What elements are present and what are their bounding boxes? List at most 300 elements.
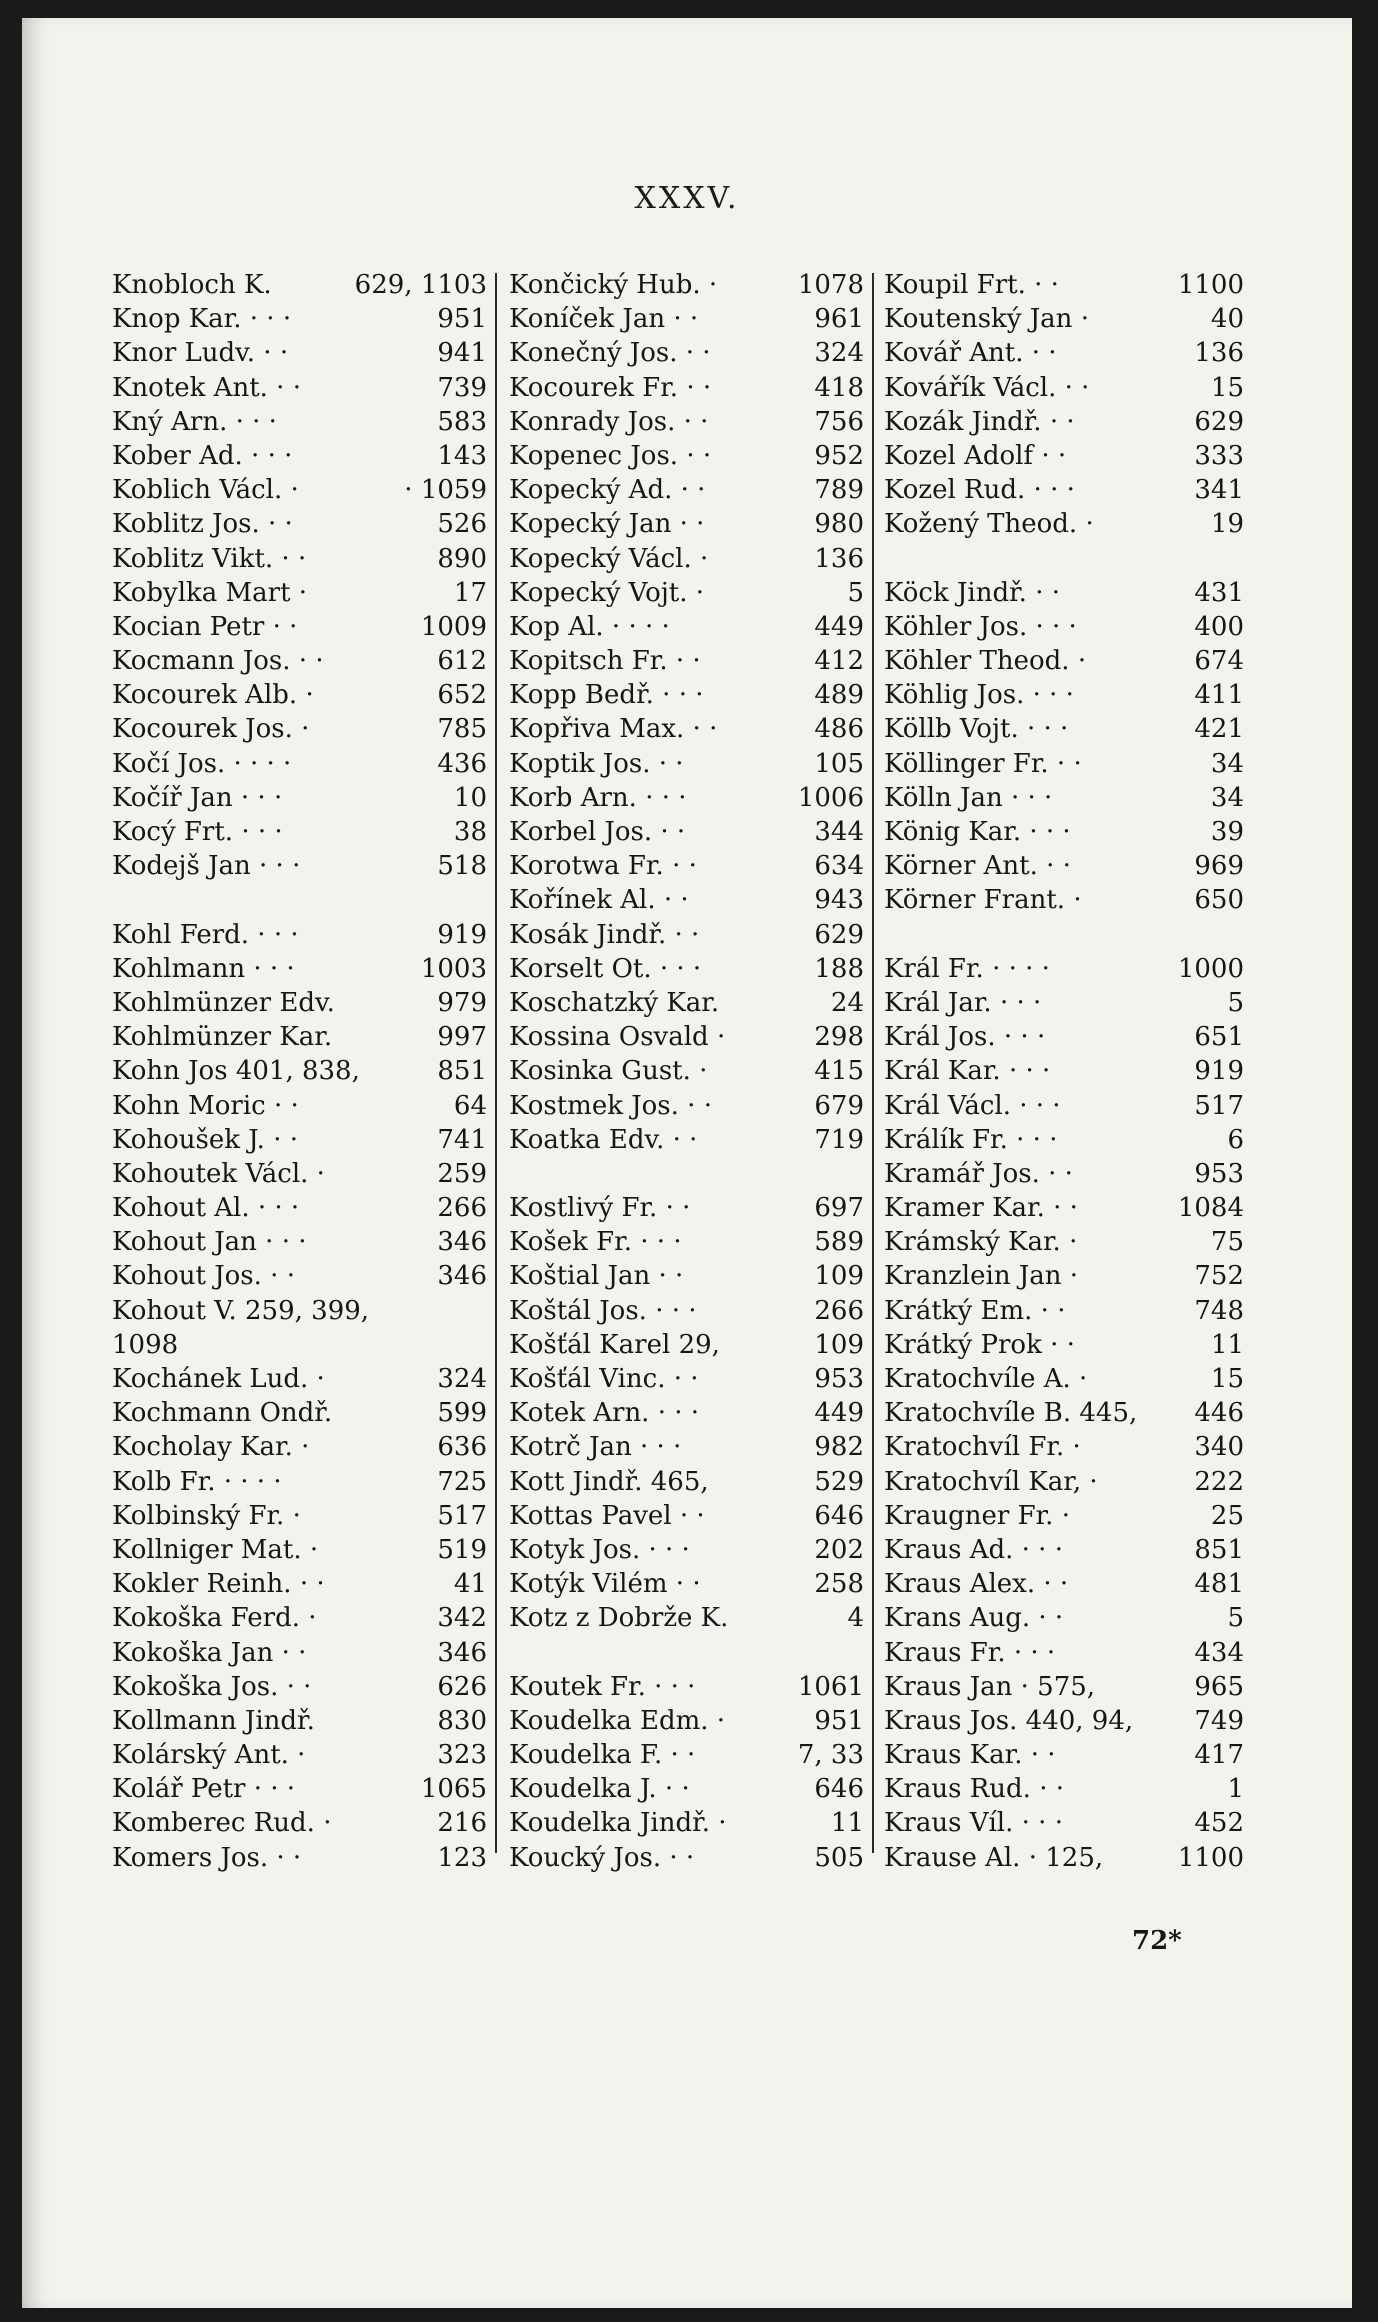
entry-name: Kop Al. · · · ·: [509, 611, 670, 642]
entry-name: Kraus Víl. · · ·: [884, 1808, 1063, 1839]
entry-name: Kraugner Fr. ·: [884, 1500, 1070, 1531]
entry-page: 1: [1227, 1774, 1244, 1805]
index-entry: [884, 849, 1244, 883]
entry-page: 919: [437, 919, 487, 950]
entry-page: 39: [1210, 817, 1244, 847]
index-entry: [884, 1738, 1244, 1772]
index-entry: [509, 336, 864, 370]
entry-name: Kopecký Jan · ·: [509, 509, 705, 540]
index-entry: [509, 473, 864, 507]
entry-name: Kopecký Václ. ·: [509, 543, 709, 574]
entry-name: Korb Arn. · · ·: [509, 782, 687, 813]
entry-name: Koutek Fr. · · ·: [509, 1671, 696, 1702]
entry-page: 599: [437, 1398, 487, 1429]
entry-name: Kný Arn. · · ·: [112, 406, 277, 437]
entry-page: 651: [1194, 1022, 1244, 1053]
index-entry: [884, 473, 1244, 507]
index-entry: [509, 610, 864, 644]
index-entry: [884, 781, 1244, 815]
index-entry: [112, 1772, 487, 1806]
entry-name: Kocholay Kar. ·: [112, 1432, 310, 1463]
entry-page: 629, 1103: [354, 270, 487, 300]
entry-name: Kochmann Ondř.: [112, 1398, 333, 1429]
entry-name: Kokoška Jos. · ·: [112, 1671, 312, 1702]
entry-name: Koupil Frt. · ·: [884, 270, 1059, 300]
signature-mark: 72*: [1132, 1926, 1182, 1956]
entry-name: Kodejš Jan · · ·: [112, 851, 301, 882]
index-column-2: [509, 268, 864, 1875]
index-entry: [509, 1123, 864, 1157]
index-entry: [112, 1328, 487, 1362]
entry-name: Kochánek Lud. ·: [112, 1364, 325, 1394]
entry-page: 589: [814, 1227, 864, 1258]
index-entry: [884, 1806, 1244, 1840]
entry-name: Kohn Jos 401, 838,: [112, 1056, 360, 1087]
index-entry: [884, 712, 1244, 746]
entry-name: Koschatzký Kar.: [509, 987, 720, 1018]
entry-page: 431: [1194, 577, 1244, 608]
index-entry: [509, 1054, 864, 1088]
index-entry: [884, 1670, 1244, 1704]
entry-page: 446: [1194, 1398, 1244, 1429]
entry-page: 4: [847, 1603, 864, 1634]
index-entry: [884, 1225, 1244, 1259]
entry-name: Kott Jindř. 465,: [509, 1466, 709, 1497]
entry-page: 943: [814, 885, 864, 916]
entry-name: Kohn Moric · ·: [112, 1090, 299, 1121]
entry-name: Koudelka J. · ·: [509, 1774, 690, 1805]
entry-page: 997: [437, 1022, 487, 1053]
index-entry: [509, 1601, 864, 1635]
index-entry: [112, 1225, 487, 1259]
index-entry: [112, 302, 487, 336]
index-gap: [884, 542, 1244, 576]
entry-page: 517: [437, 1500, 487, 1531]
entry-name: Köhler Theod. ·: [884, 646, 1087, 677]
entry-page: 266: [437, 1193, 487, 1224]
index-column-3: [884, 268, 1244, 1875]
index-entry: [509, 952, 864, 986]
entry-page: 38: [453, 817, 487, 847]
entry-name: Kozel Adolf · ·: [884, 440, 1067, 471]
entry-name: Kotyk Jos. · · ·: [509, 1534, 690, 1565]
entry-page: 749: [1194, 1705, 1244, 1736]
index-entry: [112, 918, 487, 952]
entry-name: Kober Ad. · · ·: [112, 440, 293, 471]
index-entry: [509, 1259, 864, 1293]
index-entry: [884, 883, 1244, 917]
index-entry: [112, 952, 487, 986]
index-entry: [509, 883, 864, 917]
entry-name: Kostmek Jos. · ·: [509, 1090, 712, 1121]
index-entry: [509, 1396, 864, 1430]
entry-name: Krause Al. · 125,: [884, 1842, 1104, 1873]
entry-name: Koníček Jan · ·: [509, 304, 699, 335]
index-entry: [884, 1430, 1244, 1464]
index-entry: [884, 1567, 1244, 1601]
entry-name: Kohout Al. · · ·: [112, 1193, 300, 1224]
entry-name: Kocian Petr · ·: [112, 611, 298, 642]
entry-page: 136: [814, 543, 864, 574]
index-entry: [112, 473, 487, 507]
entry-name: Kratochvíle A. ·: [884, 1364, 1088, 1394]
index-entry: [509, 1465, 864, 1499]
index-entry: [884, 1259, 1244, 1293]
entry-page: 222: [1194, 1466, 1244, 1497]
entry-name: Kollmann Jindř.: [112, 1705, 315, 1736]
index-entry: [884, 576, 1244, 610]
index-entry: [509, 1533, 864, 1567]
index-entry: [112, 1396, 487, 1430]
entry-page: 951: [814, 1705, 864, 1736]
entry-name: Koudelka Jindř. ·: [509, 1808, 727, 1839]
entry-page: 24: [830, 987, 864, 1018]
entry-name: Kožený Theod. ·: [884, 509, 1094, 540]
entry-name: Kosák Jindř. · ·: [509, 919, 700, 950]
entry-name: Kratochvíle B. 445,: [884, 1398, 1138, 1429]
index-entry: [509, 849, 864, 883]
entry-name: 1098: [112, 1329, 179, 1360]
entry-page: 519: [437, 1534, 487, 1565]
entry-page: 1061: [797, 1671, 864, 1702]
entry-page: 109: [814, 1261, 864, 1292]
entry-page: 259: [437, 1158, 487, 1189]
entry-name: Kratochvíl Fr. ·: [884, 1432, 1081, 1463]
index-entry: [884, 1157, 1244, 1191]
page: [22, 18, 1352, 2308]
entry-name: Köck Jindř. · ·: [884, 577, 1060, 608]
index-entry: [884, 1499, 1244, 1533]
entry-page: 697: [814, 1193, 864, 1224]
entry-page: 1100: [1177, 270, 1244, 300]
entry-page: 626: [437, 1671, 487, 1702]
entry-name: Kolbinský Fr. ·: [112, 1500, 301, 1531]
entry-page: 851: [1194, 1534, 1244, 1565]
entry-name: Korotwa Fr. · ·: [509, 851, 697, 882]
index-entry: [884, 405, 1244, 439]
index-entry: [509, 405, 864, 439]
entry-page: 953: [814, 1364, 864, 1394]
entry-name: Kopitsch Fr. · ·: [509, 646, 701, 677]
entry-name: Kozák Jindř. · ·: [884, 406, 1075, 437]
entry-page: · 1059: [404, 475, 487, 506]
index-entry: [884, 1020, 1244, 1054]
entry-name: Kraus Kar. · ·: [884, 1740, 1056, 1771]
index-entry: [509, 302, 864, 336]
index-entry: [509, 1294, 864, 1328]
index-entry: [884, 371, 1244, 405]
entry-name: Kovářík Václ. · ·: [884, 372, 1090, 403]
entry-page: 739: [437, 372, 487, 403]
entry-name: Kolb Fr. · · · ·: [112, 1466, 282, 1497]
entry-page: 785: [437, 714, 487, 745]
index-column-1: [112, 268, 487, 1875]
entry-page: 679: [814, 1090, 864, 1121]
index-entry: [112, 336, 487, 370]
entry-page: 756: [814, 406, 864, 437]
index-entry: [112, 405, 487, 439]
entry-name: Končický Hub. ·: [509, 270, 718, 300]
index-entry: [112, 644, 487, 678]
entry-name: Krámský Kar. ·: [884, 1227, 1078, 1258]
entry-name: Kraus Rud. · ·: [884, 1774, 1064, 1805]
entry-name: Koblitz Vikt. · ·: [112, 543, 307, 574]
index-entry: [112, 1499, 487, 1533]
entry-name: Kolář Petr · · ·: [112, 1774, 296, 1805]
entry-page: 34: [1210, 782, 1244, 813]
index-entry: [884, 507, 1244, 541]
entry-name: Kohout V. 259, 399,: [112, 1295, 370, 1326]
entry-page: 486: [814, 714, 864, 745]
index-entry: [112, 1362, 487, 1396]
entry-name: Kořínek Al. · ·: [509, 885, 689, 916]
entry-page: 1065: [420, 1774, 487, 1805]
entry-page: 15: [1210, 1364, 1244, 1394]
entry-page: 979: [437, 987, 487, 1018]
index-entry: [509, 542, 864, 576]
index-entry: [509, 439, 864, 473]
entry-name: Kohout Jan · · ·: [112, 1227, 307, 1258]
entry-page: 1100: [1177, 1842, 1244, 1873]
entry-page: 136: [1194, 338, 1244, 369]
index-gap: [509, 1636, 864, 1670]
entry-page: 188: [814, 953, 864, 984]
entry-page: 1009: [420, 611, 487, 642]
entry-name: Konečný Jos. · ·: [509, 338, 711, 369]
entry-name: Koštál Jos. · · ·: [509, 1295, 697, 1326]
entry-name: König Kar. · · ·: [884, 817, 1071, 847]
index-entry: [509, 371, 864, 405]
index-entry: [112, 1636, 487, 1670]
index-entry: [884, 1396, 1244, 1430]
index-entry: [509, 507, 864, 541]
entry-name: Kočíř Jan · · ·: [112, 782, 283, 813]
index-entry: [509, 644, 864, 678]
index-entry: [884, 302, 1244, 336]
index-entry: [509, 678, 864, 712]
index-entry: [884, 1089, 1244, 1123]
entry-name: Kohl Ferd. · · ·: [112, 919, 299, 950]
entry-name: Kranzlein Jan ·: [884, 1261, 1079, 1292]
entry-name: Köllb Vojt. · · ·: [884, 714, 1069, 745]
entry-name: Kölln Jan · · ·: [884, 782, 1053, 813]
entry-page: 15: [1210, 372, 1244, 403]
index-entry: [112, 986, 487, 1020]
entry-page: 1078: [797, 270, 864, 300]
entry-page: 789: [814, 475, 864, 506]
entry-page: 980: [814, 509, 864, 540]
entry-page: 202: [814, 1534, 864, 1565]
entry-page: 941: [437, 338, 487, 369]
index-entry: [509, 712, 864, 746]
index-entry: [112, 849, 487, 883]
entry-page: 1084: [1177, 1193, 1244, 1224]
entry-name: Koštial Jan · ·: [509, 1261, 684, 1292]
index-entry: [112, 1465, 487, 1499]
entry-name: Kostlivý Fr. · ·: [509, 1193, 691, 1224]
entry-name: Koucký Jos. · ·: [509, 1842, 695, 1873]
entry-page: 11: [830, 1808, 864, 1839]
index-entry: [884, 747, 1244, 781]
entry-name: Kotz z Dobrže K.: [509, 1603, 729, 1634]
index-entry: [884, 610, 1244, 644]
entry-page: 830: [437, 1705, 487, 1736]
index-entry: [509, 1704, 864, 1738]
entry-name: Krans Aug. · ·: [884, 1603, 1064, 1634]
entry-name: Kohlmünzer Edv.: [112, 987, 335, 1018]
entry-page: 346: [437, 1261, 487, 1292]
index-entry: [112, 1670, 487, 1704]
index-entry: [509, 1499, 864, 1533]
entry-name: Körner Ant. · ·: [884, 851, 1071, 882]
index-entry: [509, 1841, 864, 1875]
entry-page: 346: [437, 1637, 487, 1668]
entry-name: Krátký Em. · ·: [884, 1295, 1066, 1326]
entry-name: Košťál Vinc. · ·: [509, 1364, 699, 1394]
entry-name: Knop Kar. · · ·: [112, 304, 292, 335]
index-entry: [509, 815, 864, 849]
entry-name: Kocourek Alb. ·: [112, 680, 314, 711]
index-entry: [884, 1841, 1244, 1875]
entry-page: 969: [1194, 851, 1244, 882]
index-entry: [112, 781, 487, 815]
entry-name: Kotýk Vilém · ·: [509, 1569, 701, 1600]
index-entry: [112, 1601, 487, 1635]
entry-name: Kopp Bedř. · · ·: [509, 680, 704, 711]
entry-page: 109: [814, 1329, 864, 1360]
entry-page: 341: [1194, 475, 1244, 506]
entry-name: Korselt Ot. · · ·: [509, 953, 702, 984]
index-entry: [884, 1704, 1244, 1738]
entry-page: 258: [814, 1569, 864, 1600]
entry-page: 982: [814, 1432, 864, 1463]
index-entry: [112, 1157, 487, 1191]
entry-name: Krátký Prok · ·: [884, 1329, 1075, 1360]
entry-name: Kraus Fr. · · ·: [884, 1637, 1056, 1668]
index-entry: [884, 1636, 1244, 1670]
entry-name: Koudelka Edm. ·: [509, 1705, 726, 1736]
entry-name: Král Jar. · · ·: [884, 987, 1042, 1018]
entry-page: 216: [437, 1808, 487, 1839]
entry-page: 11: [1210, 1329, 1244, 1360]
entry-page: 34: [1210, 748, 1244, 779]
entry-name: Král Jos. · · ·: [884, 1022, 1046, 1053]
entry-name: Kokoška Jan · ·: [112, 1637, 307, 1668]
index-entry: [884, 678, 1244, 712]
index-entry: [509, 576, 864, 610]
index-entry: [112, 1430, 487, 1464]
entry-page: 652: [437, 680, 487, 711]
index-entry: [112, 712, 487, 746]
entry-page: 1003: [420, 953, 487, 984]
entry-page: 851: [437, 1056, 487, 1087]
entry-name: Kovář Ant. · ·: [884, 338, 1057, 369]
entry-page: 143: [437, 440, 487, 471]
entry-name: Kobylka Mart ·: [112, 577, 308, 608]
entry-page: 19: [1210, 509, 1244, 540]
entry-name: Knobloch K.: [112, 270, 272, 300]
entry-name: Körner Frant. ·: [884, 885, 1082, 916]
entry-name: Korbel Jos. · ·: [509, 817, 686, 847]
entry-page: 748: [1194, 1295, 1244, 1326]
index-entry: [112, 542, 487, 576]
entry-page: 646: [814, 1774, 864, 1805]
index-entry: [112, 371, 487, 405]
entry-page: 481: [1194, 1569, 1244, 1600]
index-entry: [112, 747, 487, 781]
entry-name: Kocý Frt. · · ·: [112, 817, 283, 847]
entry-page: 75: [1210, 1227, 1244, 1258]
index-entry: [112, 439, 487, 473]
index-entry: [112, 507, 487, 541]
index-entry: [509, 1738, 864, 1772]
index-entry: [112, 1738, 487, 1772]
index-entry: [884, 644, 1244, 678]
index-entry: [112, 1259, 487, 1293]
entry-name: Kopecký Ad. · ·: [509, 475, 706, 506]
entry-page: 952: [814, 440, 864, 471]
entry-page: 7, 33: [797, 1740, 864, 1771]
index-entry: [509, 1328, 864, 1362]
entry-page: 636: [437, 1432, 487, 1463]
entry-page: 40: [1210, 304, 1244, 335]
entry-page: 411: [1194, 680, 1244, 711]
index-entry: [112, 1567, 487, 1601]
entry-name: Košek Fr. · · ·: [509, 1227, 682, 1258]
index-entry: [884, 1601, 1244, 1635]
index-entry: [112, 815, 487, 849]
entry-name: Komberec Rud. ·: [112, 1808, 332, 1839]
entry-name: Kraus Jos. 440, 94,: [884, 1705, 1134, 1736]
entry-name: Kopřiva Max. · ·: [509, 714, 718, 745]
entry-page: 1000: [1177, 953, 1244, 984]
entry-name: Kosinka Gust. ·: [509, 1056, 708, 1087]
entry-name: Kopenec Jos. · ·: [509, 440, 712, 471]
index-entry: [884, 1294, 1244, 1328]
entry-name: Kraus Alex. · ·: [884, 1569, 1069, 1600]
entry-page: 340: [1194, 1432, 1244, 1463]
entry-name: Komers Jos. · ·: [112, 1842, 302, 1873]
entry-name: Králík Fr. · · ·: [884, 1124, 1058, 1155]
entry-name: Kollniger Mat. ·: [112, 1534, 319, 1565]
index-entry: [112, 1054, 487, 1088]
entry-page: 324: [437, 1364, 487, 1394]
entry-page: 436: [437, 748, 487, 779]
entry-name: Kotrč Jan · · ·: [509, 1432, 682, 1463]
index-entry: [112, 268, 487, 302]
entry-page: 518: [437, 851, 487, 882]
entry-name: Kočí Jos. · · · ·: [112, 748, 292, 779]
index-entry: [509, 1225, 864, 1259]
entry-page: 674: [1194, 646, 1244, 677]
entry-page: 725: [437, 1466, 487, 1497]
entry-page: 105: [814, 748, 864, 779]
entry-page: 890: [437, 543, 487, 574]
entry-name: Král Kar. · · ·: [884, 1056, 1051, 1087]
entry-page: 517: [1194, 1090, 1244, 1121]
entry-page: 741: [437, 1124, 487, 1155]
index-gap: [509, 1157, 864, 1191]
entry-name: Knotek Ant. · ·: [112, 372, 301, 403]
entry-name: Koatka Edv. · ·: [509, 1124, 698, 1155]
index-entry: [509, 918, 864, 952]
index-entry: [112, 1294, 487, 1328]
entry-page: 961: [814, 304, 864, 335]
entry-name: Kozel Rud. · · ·: [884, 475, 1075, 506]
entry-page: 629: [814, 919, 864, 950]
column-divider: [495, 273, 497, 1853]
entry-name: Kohlmünzer Kar.: [112, 1022, 333, 1053]
